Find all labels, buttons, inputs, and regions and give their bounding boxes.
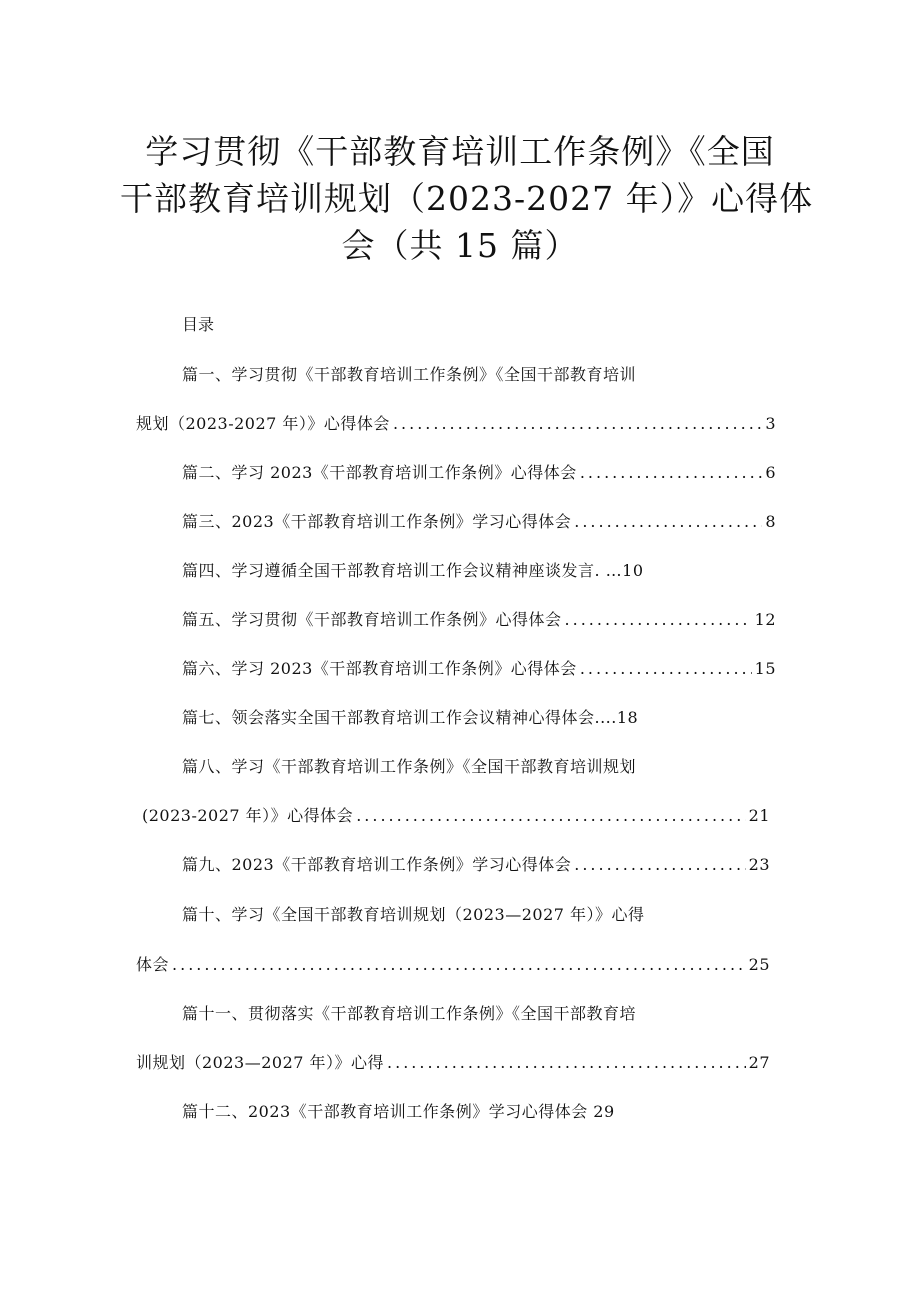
toc-entry-text: 篇三、2023《干部教育培训工作条例》学习心得体会 (182, 512, 572, 531)
toc-page-number: 23 (748, 855, 770, 874)
toc-entry-10-line-2[interactable] (136, 954, 770, 976)
toc-entry-11-line-1[interactable]: 篇十一、贯彻落实《干部教育培训工作条例》《全国干部教育培 (182, 1004, 637, 1023)
toc-entry-10-line-1[interactable]: 篇十、学习《全国干部教育培训规划（2023—2027 年）》心得 (182, 905, 645, 924)
dot-leader (580, 658, 752, 680)
toc-entry-text: 体会 (136, 955, 170, 974)
toc-entry-9[interactable] (182, 854, 770, 876)
dot-leader (172, 954, 746, 976)
toc-page-number: 12 (754, 610, 776, 629)
title-line-2: 干部教育培训规划（2023-2027 年）》心得体 (120, 179, 814, 218)
toc-entry-text: 规划（2023-2027 年）》心得体会 (136, 414, 390, 433)
toc-entry-3[interactable] (182, 511, 776, 533)
dot-leader (387, 1052, 746, 1074)
toc-entry-text: 篇六、学习 2023《干部教育培训工作条例》心得体会 (182, 659, 577, 678)
toc-entry-12[interactable]: 篇十二、2023《干部教育培训工作条例》学习心得体会 29 (182, 1102, 615, 1121)
toc-heading: 目录 (182, 315, 215, 334)
toc-entry-5[interactable] (182, 609, 776, 631)
title-line-3: 会（共 15 篇） (341, 226, 579, 265)
toc-entry-6[interactable] (182, 658, 776, 680)
dot-leader (574, 511, 762, 533)
toc-page-number: 6 (765, 463, 776, 482)
toc-entry-text: 篇九、2023《干部教育培训工作条例》学习心得体会 (182, 855, 572, 874)
toc-entry-text: 篇二、学习 2023《干部教育培训工作条例》心得体会 (182, 463, 577, 482)
toc-page-number: 21 (748, 806, 770, 825)
toc-page-number: 3 (765, 414, 776, 433)
dot-leader (580, 462, 763, 484)
toc-page-number: 27 (748, 1053, 770, 1072)
toc-entry-2[interactable] (182, 462, 776, 484)
toc-page-number: 15 (754, 659, 776, 678)
toc-entry-1-line-1[interactable]: 篇一、学习贯彻《干部教育培训工作条例》《全国干部教育培训 (182, 365, 637, 384)
toc-entry-11-line-2[interactable] (136, 1052, 770, 1074)
toc-entry-7[interactable]: 篇七、领会落实全国干部教育培训工作会议精神心得体会....18 (182, 708, 639, 727)
document-title (120, 128, 814, 269)
toc-page-number: 8 (765, 512, 776, 531)
toc-page-number: 25 (748, 955, 770, 974)
toc-entry-8-line-2[interactable] (142, 805, 770, 827)
dot-leader (356, 805, 745, 827)
toc-entry-1-line-2[interactable] (136, 413, 776, 435)
dot-leader (565, 609, 752, 631)
toc-entry-4[interactable]: 篇四、学习遵循全国干部教育培训工作会议精神座谈发言. …10 (182, 561, 644, 580)
toc-entry-text: (2023-2027 年）》心得体会 (142, 806, 354, 825)
title-line-1: 学习贯彻《干部教育培训工作条例》《全国 (145, 132, 775, 171)
dot-leader (574, 854, 745, 876)
dot-leader (393, 413, 762, 435)
toc-entry-text: 训规划（2023—2027 年）》心得 (136, 1053, 385, 1072)
toc-entry-text: 篇五、学习贯彻《干部教育培训工作条例》心得体会 (182, 610, 562, 629)
toc-entry-8-line-1[interactable]: 篇八、学习《干部教育培训工作条例》《全国干部教育培训规划 (182, 757, 637, 776)
